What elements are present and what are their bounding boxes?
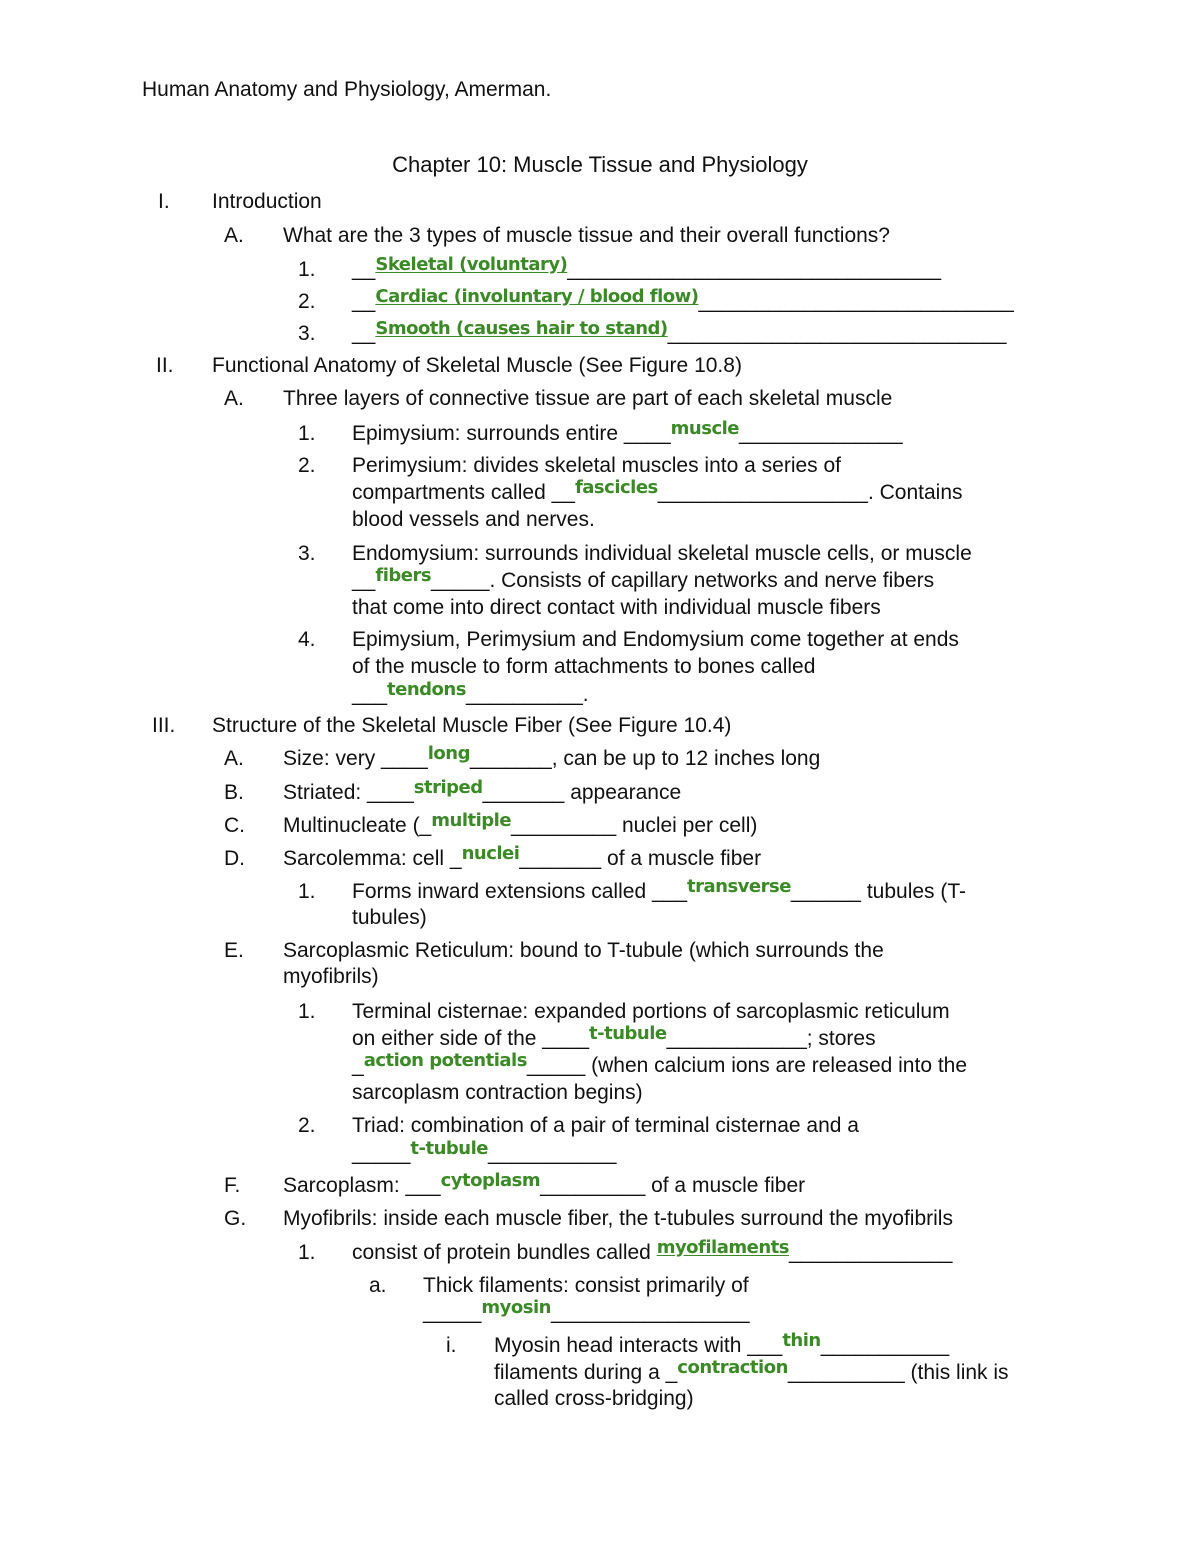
blank: _	[352, 1054, 364, 1077]
handwritten-answer: long	[427, 743, 470, 764]
handwritten-answer: multiple	[431, 810, 512, 831]
handwritten-answer: Cardiac (involuntary / blood flow)	[375, 286, 699, 307]
item-letter: F.	[224, 1174, 241, 1197]
item-letter: G.	[224, 1207, 247, 1230]
answer-line	[352, 254, 942, 284]
fill-in-line	[352, 1138, 617, 1168]
blank: _____	[423, 1301, 482, 1324]
section-heading: Functional Anatomy of Skeletal Muscle (See Figure 10.8)	[212, 354, 742, 377]
item-letter: C.	[224, 814, 245, 837]
list-number: 1.	[298, 1241, 316, 1264]
handwritten-answer: contraction	[677, 1357, 788, 1378]
list-number: 1.	[298, 258, 316, 281]
fill-in-line	[352, 876, 967, 906]
section-number: II.	[156, 354, 174, 377]
blank: __	[352, 290, 376, 313]
blank: __	[352, 258, 376, 281]
item-letter: A.	[224, 747, 244, 770]
list-number: 1.	[298, 880, 316, 903]
blank: ______________	[739, 422, 903, 445]
question-text: What are the 3 types of muscle tissue and their overall functions?	[283, 224, 890, 247]
handwritten-answer: myosin	[481, 1297, 551, 1318]
item-text: Perimysium: divides skeletal muscles into a series of	[352, 454, 842, 477]
item-text: tubules)	[352, 906, 427, 929]
item-text: blood vessels and nerves.	[352, 508, 595, 531]
prompt: Striated: ____	[283, 781, 414, 804]
item-text: called cross-bridging)	[494, 1387, 694, 1410]
prompt: _______, can be up to 12 inches long	[470, 747, 821, 770]
item-letter: D.	[224, 847, 245, 870]
blank: __	[352, 569, 376, 592]
handwritten-answer: cytoplasm	[440, 1170, 541, 1191]
item-text: Three layers of connective tissue are part of each skeletal muscle	[283, 387, 893, 410]
prompt: Sarcolemma: cell _	[283, 847, 462, 870]
fill-in-line	[352, 1023, 876, 1053]
item-text: of the muscle to form attachments to bones called	[352, 655, 816, 678]
handwritten-answer: myofilaments	[656, 1237, 789, 1258]
prompt: on either side of the ____	[352, 1027, 590, 1050]
fill-in-line	[352, 679, 589, 709]
handwritten-answer: muscle	[670, 418, 739, 439]
prompt: Size: very ____	[283, 747, 428, 770]
handwritten-answer: fibers	[375, 565, 432, 586]
handwritten-answer: striped	[413, 777, 483, 798]
prompt: Myosin head interacts with ___	[494, 1334, 783, 1357]
item-text: Endomysium: surrounds individual skeletal muscle cells, or muscle	[352, 542, 972, 565]
section-heading: Introduction	[212, 190, 322, 213]
list-number: 4.	[298, 628, 316, 651]
section-number: III.	[152, 714, 176, 737]
item-text: Epimysium, Perimysium and Endomysium come together at ends	[352, 628, 959, 651]
blank: ______________	[788, 1241, 953, 1264]
blank: _____________________________	[667, 322, 1007, 345]
prompt: filaments during a _	[494, 1361, 678, 1384]
fill-in-line	[352, 418, 903, 448]
prompt: _________ of a muscle fiber	[540, 1174, 806, 1197]
blank: ________________________________	[567, 258, 942, 281]
blank: ___________	[820, 1334, 950, 1357]
item-text: Triad: combination of a pair of terminal cisternae and a	[352, 1114, 859, 1137]
fill-in-line	[352, 1050, 968, 1080]
list-number: 3.	[298, 322, 316, 345]
item-letter: A.	[224, 387, 244, 410]
item-text: Terminal cisternae: expanded portions of sarcoplasmic reticulum	[352, 1000, 950, 1023]
item-text: sarcoplasm contraction begins)	[352, 1081, 643, 1104]
item-text: that come into direct contact with individual muscle fibers	[352, 596, 881, 619]
list-number: 1.	[298, 422, 316, 445]
blank: _________________	[550, 1301, 750, 1324]
blank: ___	[352, 683, 388, 706]
list-number: 3.	[298, 542, 316, 565]
prompt: Forms inward extensions called ___	[352, 880, 687, 903]
handwritten-answer: fascicles	[574, 477, 658, 498]
prompt: _______ appearance	[482, 781, 682, 804]
handwritten-answer: tendons	[387, 679, 466, 700]
blank: ___________________________	[698, 290, 1014, 313]
prompt: __________ (this link is	[787, 1361, 1009, 1384]
prompt: _____ (when calcium ions are released into the	[526, 1054, 968, 1077]
fill-in-line	[352, 565, 935, 595]
blank: ___________	[487, 1142, 617, 1165]
prompt: consist of protein bundles called	[352, 1241, 657, 1264]
document-header: Human Anatomy and Physiology, Amerman.	[142, 78, 552, 101]
blank: __	[352, 322, 376, 345]
item-text: Thick filaments: consist primarily of	[423, 1274, 749, 1297]
handwritten-answer: action potentials	[363, 1050, 527, 1071]
fill-in-line	[283, 1170, 806, 1200]
item-text: Sarcoplasmic Reticulum: bound to T-tubule (which surrounds the	[283, 939, 884, 962]
fill-in-line	[283, 843, 762, 873]
blank: __________.	[465, 683, 589, 706]
prompt: ______ tubules (T-	[790, 880, 967, 903]
fill-in-line	[423, 1297, 750, 1327]
item-letter: E.	[224, 939, 244, 962]
list-number: 2.	[298, 454, 316, 477]
handwritten-answer: thin	[782, 1330, 821, 1351]
chapter-title: Chapter 10: Muscle Tissue and Physiology	[392, 152, 808, 177]
list-number: 2.	[298, 1114, 316, 1137]
prompt: Epimysium: surrounds entire ____	[352, 422, 671, 445]
fill-in-line	[283, 810, 758, 840]
item-letter: B.	[224, 781, 244, 804]
fill-in-line	[283, 777, 682, 807]
item-text: Myofibrils: inside each muscle fiber, the t-tubules surround the myofibrils	[283, 1207, 953, 1230]
list-number: 1.	[298, 1000, 316, 1023]
section-number: I.	[158, 190, 170, 213]
prompt: ____________; stores	[666, 1027, 876, 1050]
fill-in-line	[494, 1357, 1009, 1387]
prompt: Multinucleate (_	[283, 814, 432, 837]
item-text: myofibrils)	[283, 965, 379, 988]
prompt: _____. Consists of capillary networks and nerve fibers	[431, 569, 935, 592]
handwritten-answer: nuclei	[461, 843, 520, 864]
section-heading: Structure of the Skeletal Muscle Fiber (See Figure 10.4)	[212, 714, 732, 737]
blank: __________________. Contains	[657, 481, 963, 504]
list-number: 2.	[298, 290, 316, 313]
list-numeral: i.	[446, 1334, 457, 1357]
fill-in-line	[494, 1330, 950, 1360]
answer-line	[352, 286, 1014, 316]
prompt: compartments called __	[352, 481, 575, 504]
prompt: Sarcoplasm: ___	[283, 1174, 441, 1197]
handwritten-answer: t-tubule	[410, 1138, 488, 1159]
prompt: _________ nuclei per cell)	[511, 814, 758, 837]
handwritten-answer: transverse	[687, 876, 791, 897]
handwritten-answer: Skeletal (voluntary)	[375, 254, 568, 275]
prompt: _______ of a muscle fiber	[519, 847, 762, 870]
fill-in-line	[352, 477, 963, 507]
handwritten-answer: t-tubule	[589, 1023, 667, 1044]
fill-in-line	[352, 1237, 953, 1267]
item-letter: A.	[224, 224, 244, 247]
list-letter: a.	[369, 1274, 387, 1297]
handwritten-answer: Smooth (causes hair to stand)	[375, 318, 668, 339]
blank: _____	[352, 1142, 411, 1165]
fill-in-line	[283, 743, 821, 773]
answer-line	[352, 318, 1007, 348]
